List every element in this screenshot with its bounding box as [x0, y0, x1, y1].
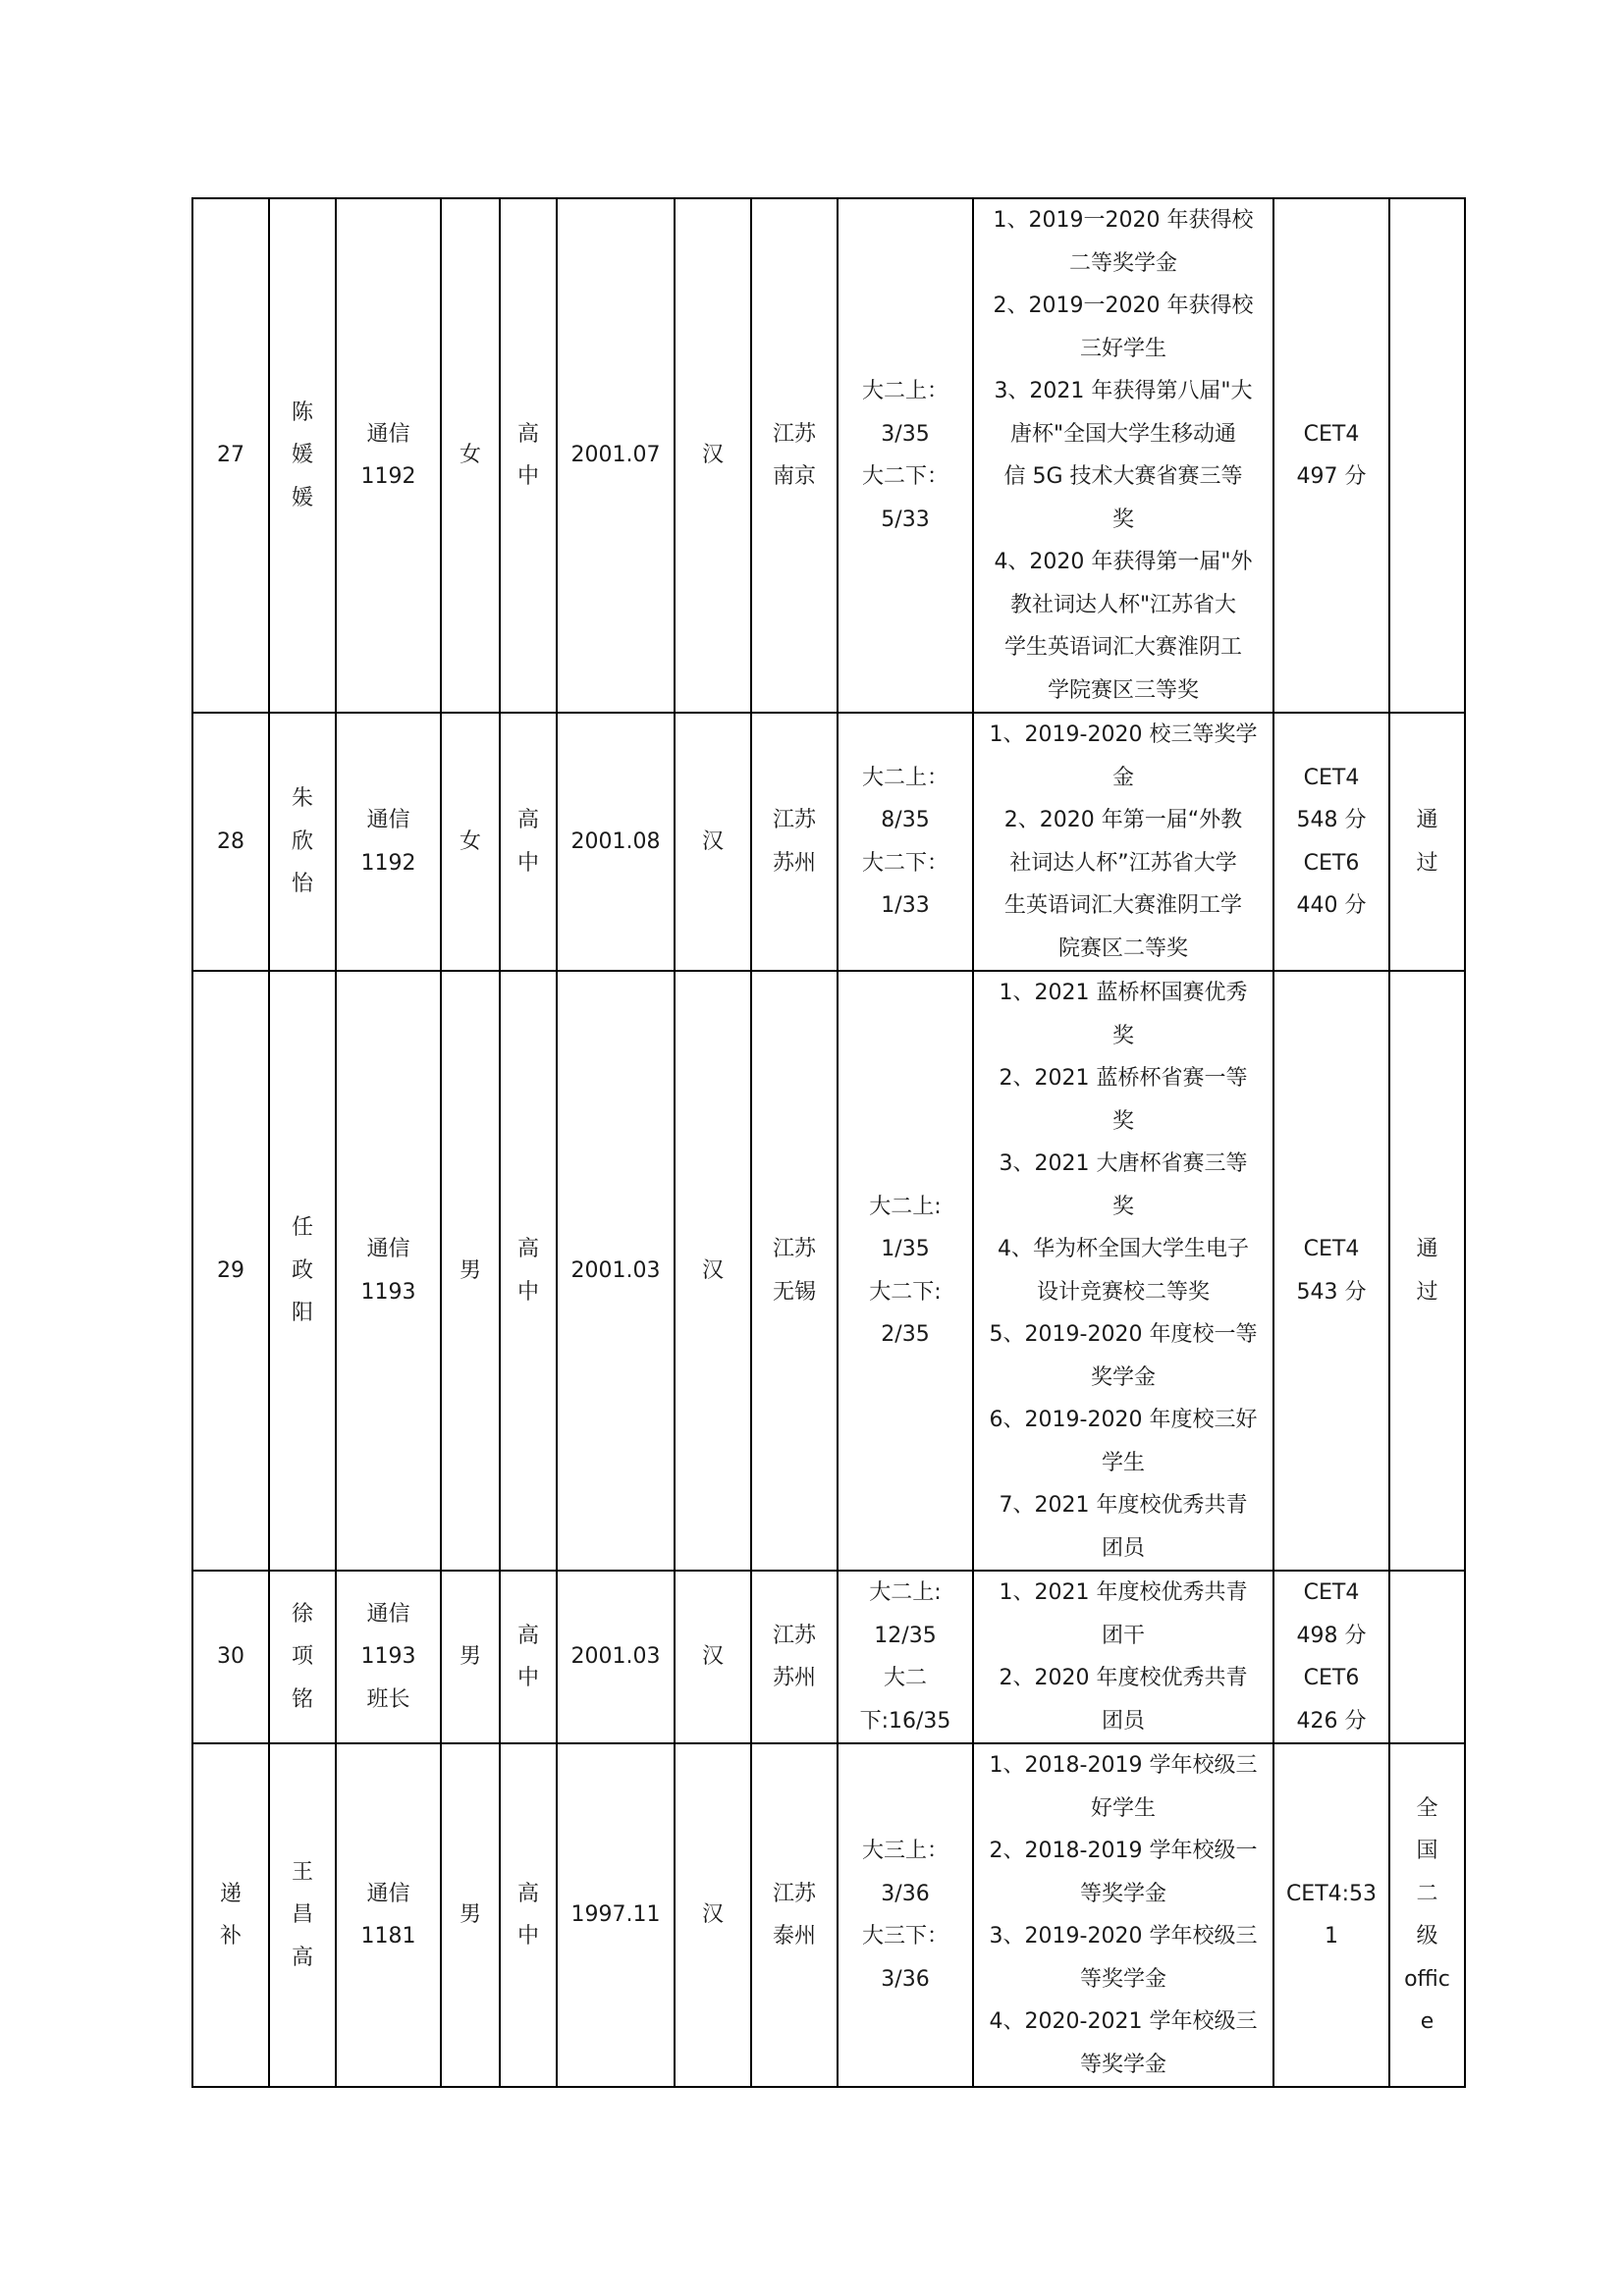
name-cell: 陈 媛 媛: [269, 198, 336, 713]
seq-cell: 27: [192, 198, 269, 713]
gender-cell: 女: [441, 713, 500, 971]
origin-cell: 江苏 无锡: [751, 971, 838, 1571]
origin-cell: 江苏 苏州: [751, 713, 838, 971]
gender-cell: 男: [441, 1743, 500, 2087]
award-item: 3、2019-2020 学年校级三 等奖学金: [989, 1924, 1258, 1992]
class-cell: 通信 1192: [336, 198, 441, 713]
award-item: 2、2019一2020 年获得校 三好学生: [993, 294, 1254, 361]
award-item: 1、2021 蓝桥杯国赛优秀 奖: [999, 981, 1248, 1048]
origin-cell: 江苏 南京: [751, 198, 838, 713]
english-cell: CET4 543 分: [1273, 971, 1389, 1571]
table-row: [192, 1571, 1465, 1743]
class-cell: 通信 1181: [336, 1743, 441, 2087]
rank-cell: 大二上： 3/35 大二下： 5/33: [838, 198, 973, 713]
origin-cell: 江苏 泰州: [751, 1743, 838, 2087]
ethnicity-cell: 汉: [675, 1743, 751, 2087]
table-row: [192, 971, 1465, 1571]
table-row: [192, 198, 1465, 713]
education-cell: 高 中: [500, 971, 557, 1571]
birth-cell: 1997.11: [557, 1743, 675, 2087]
rank-cell: 大二上: 1/35 大二下: 2/35: [838, 971, 973, 1571]
computer-cell: 全 国 二 级 offic e: [1389, 1743, 1465, 2087]
table-row: [192, 713, 1465, 971]
computer-cell: 通 过: [1389, 713, 1465, 971]
class-cell: 通信 1193: [336, 971, 441, 1571]
awards-cell: [973, 1571, 1273, 1743]
computer-cell: [1389, 1571, 1465, 1743]
english-cell: CET4 498 分 CET6 426 分: [1273, 1571, 1389, 1743]
computer-cell: 通 过: [1389, 971, 1465, 1571]
award-item: 4、2020-2021 学年校级三 等奖学金: [989, 2009, 1258, 2077]
ethnicity-cell: 汉: [675, 198, 751, 713]
seq-cell: 29: [192, 971, 269, 1571]
rank-cell: 大二上: 12/35 大二 下:16/35: [838, 1571, 973, 1743]
english-cell: CET4 548 分 CET6 440 分: [1273, 713, 1389, 971]
origin-cell: 江苏 苏州: [751, 1571, 838, 1743]
award-item: 5、2019-2020 年度校一等 奖学金: [989, 1322, 1258, 1390]
ethnicity-cell: 汉: [675, 971, 751, 1571]
gender-cell: 男: [441, 1571, 500, 1743]
awards-cell: [973, 1743, 1273, 2087]
birth-cell: 2001.03: [557, 1571, 675, 1743]
computer-cell: [1389, 198, 1465, 713]
seq-cell: 30: [192, 1571, 269, 1743]
seq-cell: 递 补: [192, 1743, 269, 2087]
birth-cell: 2001.08: [557, 713, 675, 971]
education-cell: 高 中: [500, 1571, 557, 1743]
birth-cell: 2001.07: [557, 198, 675, 713]
english-cell: CET4 497 分: [1273, 198, 1389, 713]
name-cell: 任 政 阳: [269, 971, 336, 1571]
rank-cell: 大三上： 3/36 大三下： 3/36: [838, 1743, 973, 2087]
awards-cell: [973, 198, 1273, 713]
award-item: 7、2021 年度校优秀共青 团员: [999, 1493, 1248, 1561]
table-row: [192, 1743, 1465, 2087]
award-item: 1、2019-2020 校三等奖学 金: [989, 722, 1258, 790]
seq-cell: 28: [192, 713, 269, 971]
awards-cell: [973, 971, 1273, 1571]
award-item: 1、2021 年度校优秀共青 团干: [999, 1580, 1248, 1648]
name-cell: 朱 欣 怡: [269, 713, 336, 971]
name-cell: 徐 项 铭: [269, 1571, 336, 1743]
gender-cell: 男: [441, 971, 500, 1571]
ethnicity-cell: 汉: [675, 1571, 751, 1743]
award-item: 3、2021 大唐杯省赛三等 奖: [999, 1151, 1248, 1219]
class-cell: 通信 1193 班长: [336, 1571, 441, 1743]
student-recommendation-table: [191, 197, 1466, 2088]
award-item: 2、2020 年度校优秀共青 团员: [999, 1666, 1248, 1734]
award-item: 1、2019一2020 年获得校 二等奖学金: [993, 208, 1254, 276]
english-cell: CET4:53 1: [1273, 1743, 1389, 2087]
award-item: 1、2018-2019 学年校级三 好学生: [989, 1753, 1258, 1821]
class-cell: 通信 1192: [336, 713, 441, 971]
education-cell: 高 中: [500, 1743, 557, 2087]
award-item: 6、2019-2020 年度校三好 学生: [989, 1408, 1258, 1475]
award-item: 2、2021 蓝桥杯省赛一等 奖: [999, 1066, 1248, 1134]
education-cell: 高 中: [500, 198, 557, 713]
education-cell: 高 中: [500, 713, 557, 971]
award-item: 4、华为杯全国大学生电子 设计竞赛校二等奖: [998, 1237, 1249, 1305]
awards-cell: [973, 713, 1273, 971]
ethnicity-cell: 汉: [675, 713, 751, 971]
award-item: 2、2020 年第一届“外教 社词达人杯”江苏省大学 生英语词汇大赛淮阴工学 院赛区二等奖: [1003, 808, 1243, 961]
award-item: 4、2020 年获得第一届"外 教社词达人杯"江苏省大 学生英语词汇大赛淮阴工 学院赛区三等奖: [994, 550, 1253, 703]
birth-cell: 2001.03: [557, 971, 675, 1571]
award-item: 2、2018-2019 学年校级一 等奖学金: [989, 1839, 1258, 1906]
rank-cell: 大二上： 8/35 大二下： 1/33: [838, 713, 973, 971]
gender-cell: 女: [441, 198, 500, 713]
award-item: 3、2021 年获得第八届"大 唐杯"全国大学生移动通 信 5G 技术大赛省赛三等 奖: [994, 379, 1253, 532]
name-cell: 王 昌 高: [269, 1743, 336, 2087]
